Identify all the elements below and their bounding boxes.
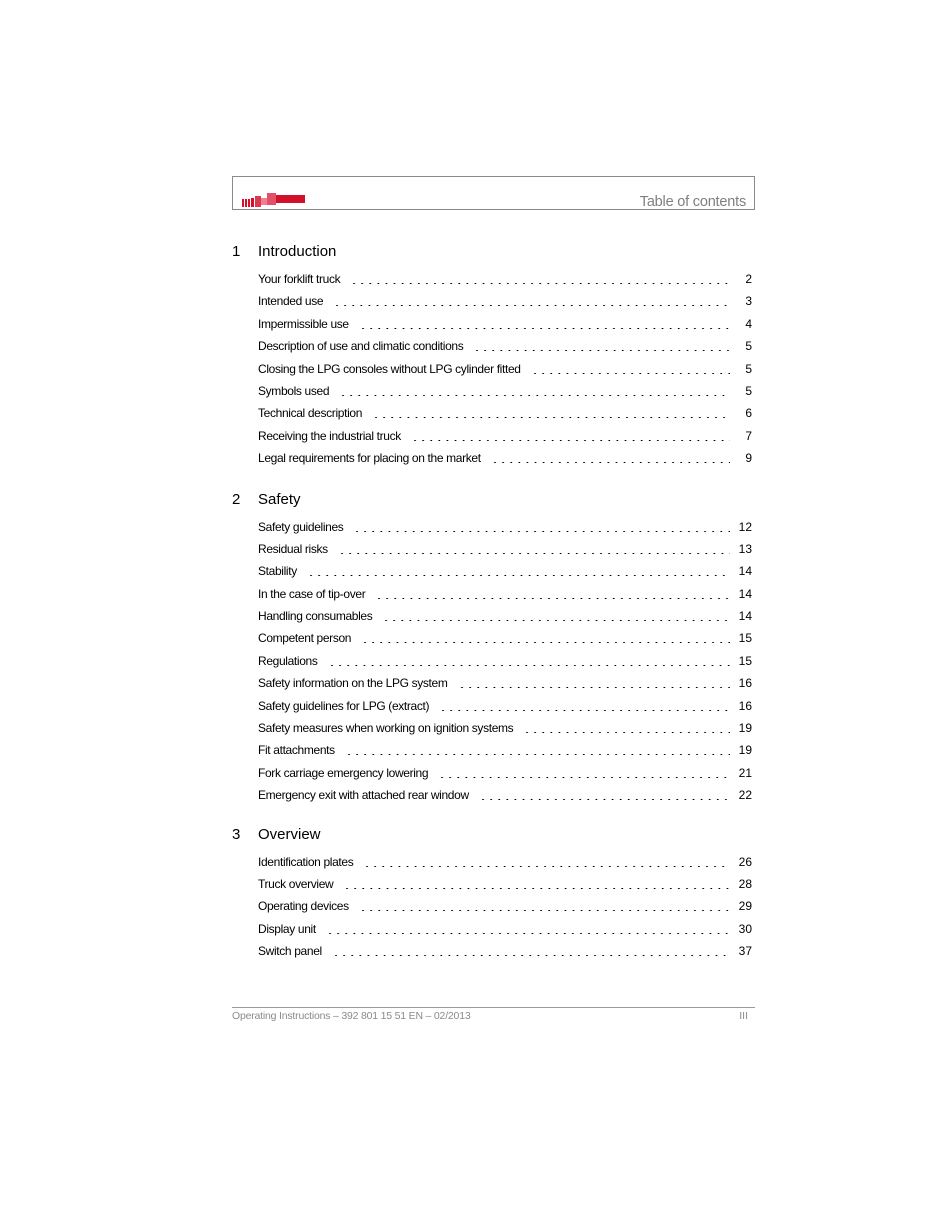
toc-entry-label: Switch panel bbox=[258, 944, 322, 959]
toc-entry-page: 14 bbox=[738, 564, 752, 579]
toc-entry-page: 2 bbox=[745, 272, 752, 286]
dot-leader bbox=[345, 741, 730, 755]
toc-entry-page: 14 bbox=[738, 609, 752, 624]
toc-entry-page: 3 bbox=[745, 294, 752, 309]
dot-leader bbox=[438, 764, 730, 778]
chapter-heading[interactable] bbox=[232, 243, 752, 265]
dot-leader bbox=[439, 697, 730, 711]
dot-leader bbox=[353, 518, 730, 532]
toc-chapter bbox=[232, 826, 752, 960]
dot-leader bbox=[339, 382, 730, 396]
toc-entry[interactable] bbox=[232, 870, 752, 892]
toc-entry[interactable] bbox=[232, 444, 752, 466]
chapter-heading[interactable] bbox=[232, 491, 752, 513]
chapter-title: Introduction bbox=[258, 243, 337, 260]
toc-entry-page: 16 bbox=[738, 698, 752, 713]
dot-leader bbox=[328, 652, 730, 666]
toc-entry-label: Fit attachments bbox=[258, 743, 335, 758]
toc-entry[interactable] bbox=[232, 535, 752, 557]
toc-entry-label: Identification plates bbox=[258, 854, 354, 869]
toc-entry-label: Operating devices bbox=[258, 899, 349, 914]
toc-entry-label: Emergency exit with attached rear window bbox=[258, 788, 469, 803]
toc-entry-page: 37 bbox=[738, 944, 752, 959]
toc-entry[interactable] bbox=[232, 377, 752, 399]
dot-leader bbox=[523, 719, 730, 733]
toc-entry[interactable] bbox=[232, 580, 752, 602]
toc-entry[interactable] bbox=[232, 602, 752, 624]
dot-leader bbox=[361, 629, 730, 643]
toc-entry-label: Truck overview bbox=[258, 876, 334, 891]
toc-entry-label: Competent person bbox=[258, 631, 352, 646]
toc-entry-page: 9 bbox=[745, 451, 752, 466]
page-header bbox=[232, 176, 755, 210]
toc-entry-label: Handling consumables bbox=[258, 609, 373, 624]
toc-entry[interactable] bbox=[232, 310, 752, 332]
chapter-title: Safety bbox=[258, 490, 301, 508]
toc-entry[interactable] bbox=[232, 937, 752, 959]
toc-entry[interactable] bbox=[232, 265, 752, 287]
dot-leader bbox=[307, 562, 730, 576]
dot-leader bbox=[363, 853, 730, 867]
toc-entry[interactable] bbox=[232, 557, 752, 579]
dot-leader bbox=[458, 674, 731, 688]
dot-leader bbox=[359, 315, 730, 329]
dot-leader bbox=[372, 404, 730, 418]
toc-entry[interactable] bbox=[232, 669, 752, 691]
toc-entry-label: Residual risks bbox=[258, 541, 328, 556]
toc-entry-page: 4 bbox=[745, 316, 752, 331]
toc-entry-page: 13 bbox=[738, 541, 752, 556]
toc-entry-page: 28 bbox=[738, 876, 752, 891]
brand-logo-icon bbox=[242, 191, 306, 209]
toc-entry-label: Safety information on the LPG system bbox=[258, 676, 448, 691]
toc-entry[interactable] bbox=[232, 714, 752, 736]
toc-entry-label: Intended use bbox=[258, 294, 324, 309]
toc-entry-page: 5 bbox=[745, 361, 752, 376]
toc-entry-page: 16 bbox=[738, 676, 752, 691]
dot-leader bbox=[332, 942, 730, 956]
dot-leader bbox=[411, 427, 730, 441]
chapter-number: 2 bbox=[232, 490, 241, 508]
toc-entry[interactable] bbox=[232, 399, 752, 421]
toc-entry-label: Impermissible use bbox=[258, 316, 349, 331]
toc-entry-label: Technical description bbox=[258, 406, 363, 421]
toc-entry[interactable] bbox=[232, 892, 752, 914]
toc-entry-label: Receiving the industrial truck bbox=[258, 428, 401, 443]
toc-entry-label: Description of use and climatic conditions bbox=[258, 339, 464, 354]
toc-entry-page: 7 bbox=[745, 428, 752, 443]
toc-entry-page: 15 bbox=[738, 631, 752, 646]
toc-entry-label: Symbols used bbox=[258, 383, 330, 398]
toc-entry-label: Display unit bbox=[258, 921, 316, 936]
toc-entry[interactable] bbox=[232, 287, 752, 309]
toc-entry-page: 5 bbox=[745, 339, 752, 354]
footer-page-number: III bbox=[739, 1010, 748, 1022]
toc-entry-page: 14 bbox=[738, 586, 752, 601]
toc-chapter bbox=[232, 491, 752, 804]
page-title: Table of contents bbox=[639, 194, 746, 210]
dot-leader bbox=[338, 540, 730, 554]
toc-entry-label: Your forklift truck bbox=[258, 272, 341, 286]
dot-leader bbox=[359, 897, 730, 911]
toc-entry-label: Safety guidelines for LPG (extract) bbox=[258, 698, 430, 713]
toc-chapter bbox=[232, 243, 752, 467]
toc-entry[interactable] bbox=[232, 781, 752, 803]
chapter-number: 3 bbox=[232, 825, 241, 843]
footer-document-id: Operating Instructions – 392 801 15 51 EN – 02/2013 bbox=[232, 1010, 471, 1022]
toc-entry-label: Safety measures when working on ignition systems bbox=[258, 721, 514, 736]
dot-leader bbox=[350, 270, 730, 284]
toc-entry[interactable] bbox=[232, 513, 752, 535]
toc-entry[interactable] bbox=[232, 915, 752, 937]
dot-leader bbox=[375, 585, 730, 599]
toc-entry-page: 30 bbox=[738, 921, 752, 936]
dot-leader bbox=[531, 360, 730, 374]
toc-entry-label: Closing the LPG consoles without LPG cylinder fitted bbox=[258, 361, 521, 376]
toc-entry-label: Fork carriage emergency lowering bbox=[258, 765, 429, 780]
chapter-heading[interactable] bbox=[232, 826, 752, 848]
toc-entry-label: Safety guidelines bbox=[258, 519, 344, 534]
toc-entry-page: 21 bbox=[738, 765, 752, 780]
toc-entry[interactable] bbox=[232, 422, 752, 444]
dot-leader bbox=[479, 786, 730, 800]
toc-entry[interactable] bbox=[232, 355, 752, 377]
toc-entry-page: 26 bbox=[738, 854, 752, 869]
toc-entry[interactable] bbox=[232, 332, 752, 354]
dot-leader bbox=[333, 292, 730, 306]
dot-leader bbox=[473, 337, 730, 351]
toc-entry[interactable] bbox=[232, 848, 752, 870]
toc-entry-page: 5 bbox=[745, 383, 752, 398]
dot-leader bbox=[326, 920, 730, 934]
dot-leader bbox=[382, 607, 730, 621]
footer-divider bbox=[232, 1007, 755, 1008]
toc-entry[interactable] bbox=[232, 624, 752, 646]
toc-entry-page: 19 bbox=[738, 743, 752, 758]
table-of-contents bbox=[232, 243, 752, 960]
toc-entry-label: Legal requirements for placing on the market bbox=[258, 451, 481, 466]
toc-entry-label: Stability bbox=[258, 564, 297, 579]
toc-entry-page: 19 bbox=[738, 721, 752, 736]
toc-entry-page: 6 bbox=[745, 406, 752, 421]
toc-entry-label: Regulations bbox=[258, 653, 318, 668]
chapter-number: 1 bbox=[232, 243, 241, 260]
toc-entry-page: 15 bbox=[738, 653, 752, 668]
toc-entry-page: 29 bbox=[738, 899, 752, 914]
dot-leader bbox=[343, 875, 730, 889]
toc-entry-page: 22 bbox=[738, 788, 752, 803]
toc-entry[interactable] bbox=[232, 759, 752, 781]
dot-leader bbox=[491, 449, 730, 463]
toc-entry[interactable] bbox=[232, 647, 752, 669]
toc-entry[interactable] bbox=[232, 692, 752, 714]
chapter-title: Overview bbox=[258, 825, 321, 843]
toc-entry-page: 12 bbox=[738, 519, 752, 534]
toc-entry[interactable] bbox=[232, 736, 752, 758]
toc-entry-label: In the case of tip-over bbox=[258, 586, 366, 601]
